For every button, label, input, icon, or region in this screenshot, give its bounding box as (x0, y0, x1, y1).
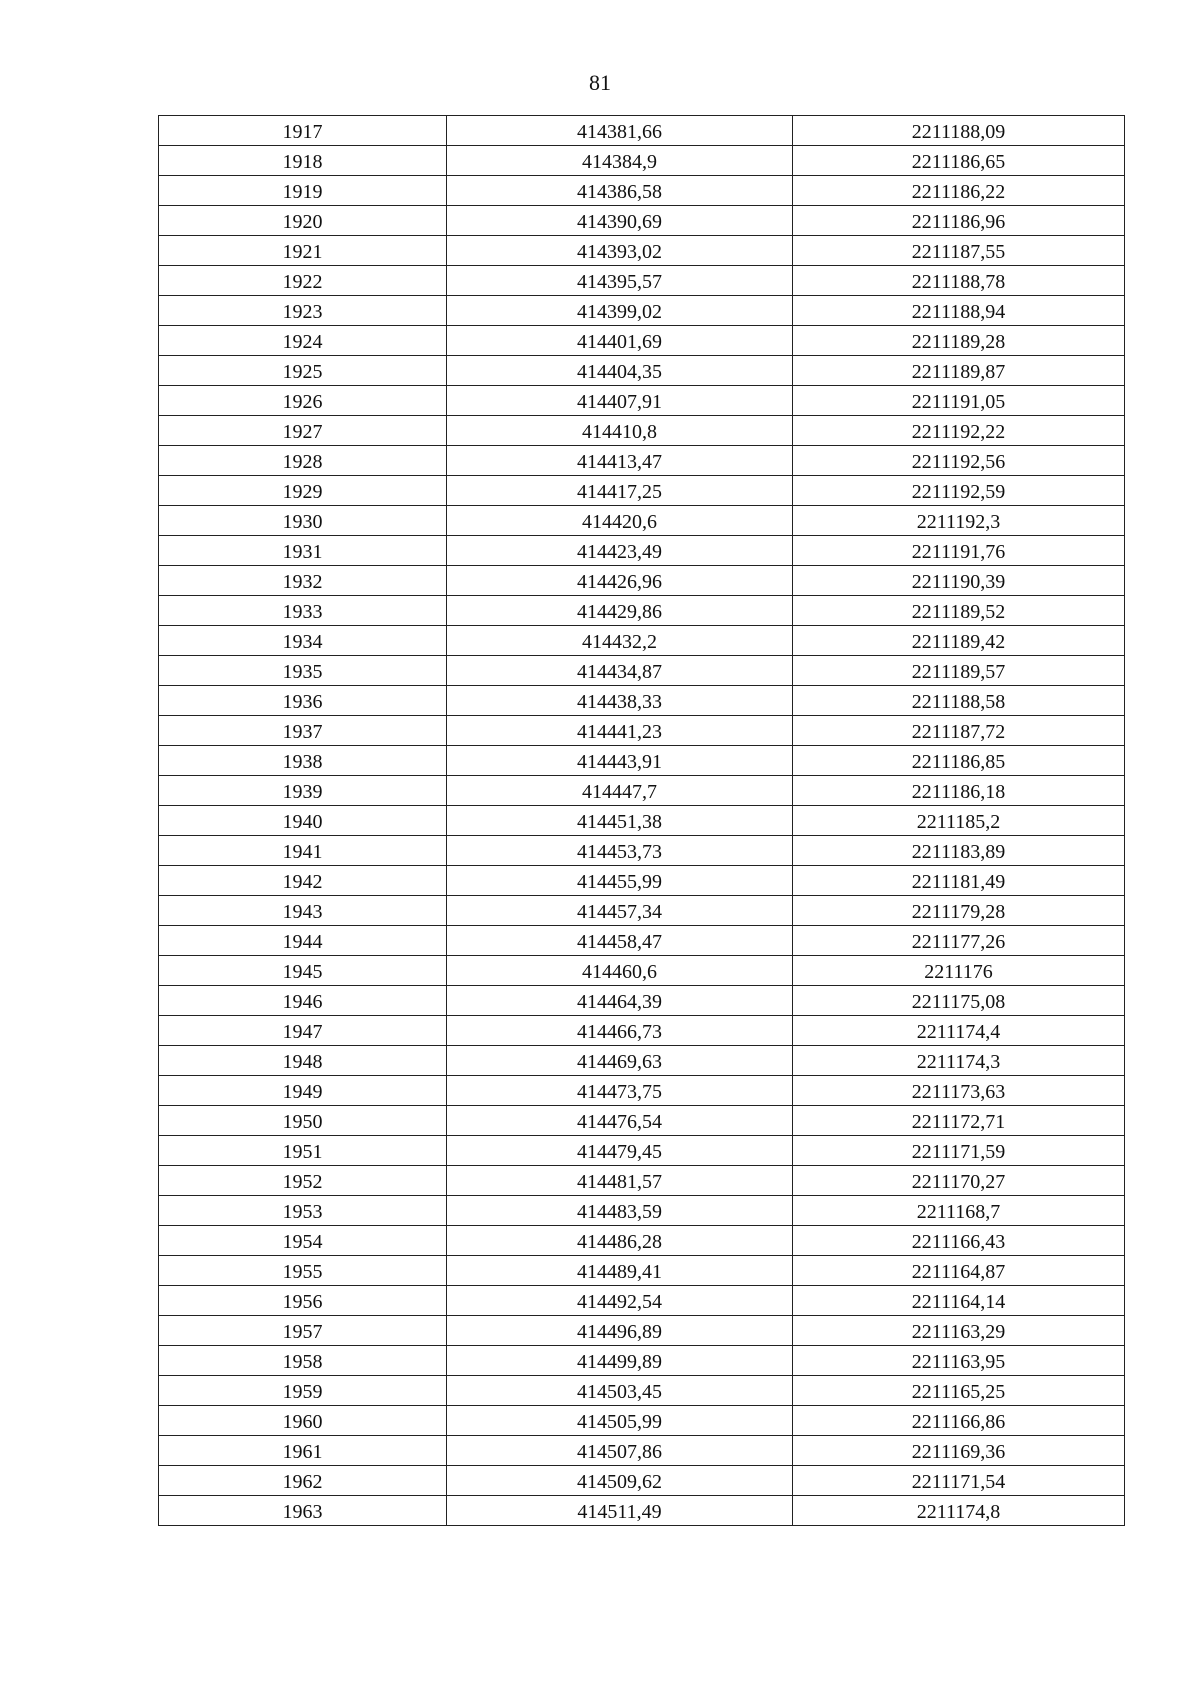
x-coordinate-cell: 414505,99 (447, 1406, 793, 1436)
point-number-cell: 1918 (159, 146, 447, 176)
y-coordinate-cell: 2211172,71 (793, 1106, 1125, 1136)
table-row (159, 566, 1125, 596)
table-row (159, 986, 1125, 1016)
y-coordinate-cell: 2211186,22 (793, 176, 1125, 206)
point-number-cell: 1961 (159, 1436, 447, 1466)
point-number-cell: 1924 (159, 326, 447, 356)
page-number: 81 (589, 70, 611, 95)
y-coordinate-cell: 2211166,43 (793, 1226, 1125, 1256)
x-coordinate-cell: 414447,7 (447, 776, 793, 806)
x-coordinate-cell: 414423,49 (447, 536, 793, 566)
table-row (159, 1016, 1125, 1046)
point-number-cell: 1933 (159, 596, 447, 626)
point-number-cell: 1930 (159, 506, 447, 536)
point-number-cell: 1952 (159, 1166, 447, 1196)
point-number-cell: 1959 (159, 1376, 447, 1406)
point-number-cell: 1955 (159, 1256, 447, 1286)
y-coordinate-cell: 2211171,54 (793, 1466, 1125, 1496)
table-row (159, 956, 1125, 986)
coordinates-table (158, 115, 1125, 1526)
y-coordinate-cell: 2211168,7 (793, 1196, 1125, 1226)
x-coordinate-cell: 414469,63 (447, 1046, 793, 1076)
point-number-cell: 1921 (159, 236, 447, 266)
y-coordinate-cell: 2211176 (793, 956, 1125, 986)
y-coordinate-cell: 2211163,95 (793, 1346, 1125, 1376)
y-coordinate-cell: 2211187,72 (793, 716, 1125, 746)
x-coordinate-cell: 414410,8 (447, 416, 793, 446)
table-row (159, 326, 1125, 356)
table-row (159, 746, 1125, 776)
y-coordinate-cell: 2211170,27 (793, 1166, 1125, 1196)
y-coordinate-cell: 2211188,78 (793, 266, 1125, 296)
x-coordinate-cell: 414483,59 (447, 1196, 793, 1226)
point-number-cell: 1947 (159, 1016, 447, 1046)
x-coordinate-cell: 414438,33 (447, 686, 793, 716)
point-number-cell: 1929 (159, 476, 447, 506)
x-coordinate-cell: 414481,57 (447, 1166, 793, 1196)
point-number-cell: 1957 (159, 1316, 447, 1346)
point-number-cell: 1926 (159, 386, 447, 416)
y-coordinate-cell: 2211186,85 (793, 746, 1125, 776)
x-coordinate-cell: 414466,73 (447, 1016, 793, 1046)
x-coordinate-cell: 414413,47 (447, 446, 793, 476)
table-row (159, 716, 1125, 746)
y-coordinate-cell: 2211188,58 (793, 686, 1125, 716)
y-coordinate-cell: 2211179,28 (793, 896, 1125, 926)
x-coordinate-cell: 414432,2 (447, 626, 793, 656)
x-coordinate-cell: 414395,57 (447, 266, 793, 296)
y-coordinate-cell: 2211191,76 (793, 536, 1125, 566)
table-row (159, 236, 1125, 266)
point-number-cell: 1960 (159, 1406, 447, 1436)
table-row (159, 446, 1125, 476)
table-row (159, 416, 1125, 446)
table-row (159, 1106, 1125, 1136)
x-coordinate-cell: 414417,25 (447, 476, 793, 506)
x-coordinate-cell: 414496,89 (447, 1316, 793, 1346)
y-coordinate-cell: 2211183,89 (793, 836, 1125, 866)
table-row (159, 686, 1125, 716)
table-row (159, 1436, 1125, 1466)
table-row (159, 476, 1125, 506)
x-coordinate-cell: 414381,66 (447, 116, 793, 146)
table-row (159, 1136, 1125, 1166)
y-coordinate-cell: 2211166,86 (793, 1406, 1125, 1436)
point-number-cell: 1932 (159, 566, 447, 596)
y-coordinate-cell: 2211171,59 (793, 1136, 1125, 1166)
point-number-cell: 1956 (159, 1286, 447, 1316)
point-number-cell: 1953 (159, 1196, 447, 1226)
point-number-cell: 1963 (159, 1496, 447, 1526)
table-row (159, 266, 1125, 296)
y-coordinate-cell: 2211177,26 (793, 926, 1125, 956)
point-number-cell: 1951 (159, 1136, 447, 1166)
x-coordinate-cell: 414399,02 (447, 296, 793, 326)
x-coordinate-cell: 414476,54 (447, 1106, 793, 1136)
point-number-cell: 1943 (159, 896, 447, 926)
table-row (159, 1196, 1125, 1226)
y-coordinate-cell: 2211192,22 (793, 416, 1125, 446)
x-coordinate-cell: 414384,9 (447, 146, 793, 176)
point-number-cell: 1954 (159, 1226, 447, 1256)
y-coordinate-cell: 2211165,25 (793, 1376, 1125, 1406)
table-row (159, 146, 1125, 176)
point-number-cell: 1948 (159, 1046, 447, 1076)
y-coordinate-cell: 2211181,49 (793, 866, 1125, 896)
table-row (159, 1376, 1125, 1406)
x-coordinate-cell: 414434,87 (447, 656, 793, 686)
x-coordinate-cell: 414455,99 (447, 866, 793, 896)
x-coordinate-cell: 414451,38 (447, 806, 793, 836)
table-row (159, 1316, 1125, 1346)
x-coordinate-cell: 414404,35 (447, 356, 793, 386)
point-number-cell: 1941 (159, 836, 447, 866)
x-coordinate-cell: 414460,6 (447, 956, 793, 986)
x-coordinate-cell: 414407,91 (447, 386, 793, 416)
y-coordinate-cell: 2211189,52 (793, 596, 1125, 626)
y-coordinate-cell: 2211191,05 (793, 386, 1125, 416)
y-coordinate-cell: 2211186,96 (793, 206, 1125, 236)
y-coordinate-cell: 2211174,4 (793, 1016, 1125, 1046)
point-number-cell: 1962 (159, 1466, 447, 1496)
table-row (159, 1346, 1125, 1376)
x-coordinate-cell: 414429,86 (447, 596, 793, 626)
table-row (159, 626, 1125, 656)
y-coordinate-cell: 2211190,39 (793, 566, 1125, 596)
y-coordinate-cell: 2211174,3 (793, 1046, 1125, 1076)
x-coordinate-cell: 414499,89 (447, 1346, 793, 1376)
point-number-cell: 1935 (159, 656, 447, 686)
table-row (159, 1226, 1125, 1256)
table-row (159, 1046, 1125, 1076)
point-number-cell: 1958 (159, 1346, 447, 1376)
coordinates-table-body (159, 116, 1125, 1526)
table-row (159, 1286, 1125, 1316)
x-coordinate-cell: 414464,39 (447, 986, 793, 1016)
table-row (159, 506, 1125, 536)
x-coordinate-cell: 414426,96 (447, 566, 793, 596)
y-coordinate-cell: 2211174,8 (793, 1496, 1125, 1526)
point-number-cell: 1934 (159, 626, 447, 656)
x-coordinate-cell: 414511,49 (447, 1496, 793, 1526)
point-number-cell: 1923 (159, 296, 447, 326)
table-row (159, 1466, 1125, 1496)
y-coordinate-cell: 2211185,2 (793, 806, 1125, 836)
table-row (159, 1406, 1125, 1436)
table-row (159, 656, 1125, 686)
table-row (159, 866, 1125, 896)
point-number-cell: 1927 (159, 416, 447, 446)
point-number-cell: 1944 (159, 926, 447, 956)
y-coordinate-cell: 2211173,63 (793, 1076, 1125, 1106)
y-coordinate-cell: 2211169,36 (793, 1436, 1125, 1466)
y-coordinate-cell: 2211186,65 (793, 146, 1125, 176)
point-number-cell: 1939 (159, 776, 447, 806)
table-row (159, 1256, 1125, 1286)
table-row (159, 776, 1125, 806)
table-row (159, 176, 1125, 206)
table-row (159, 1166, 1125, 1196)
x-coordinate-cell: 414507,86 (447, 1436, 793, 1466)
point-number-cell: 1917 (159, 116, 447, 146)
table-row (159, 896, 1125, 926)
y-coordinate-cell: 2211192,56 (793, 446, 1125, 476)
y-coordinate-cell: 2211189,42 (793, 626, 1125, 656)
point-number-cell: 1936 (159, 686, 447, 716)
x-coordinate-cell: 414386,58 (447, 176, 793, 206)
y-coordinate-cell: 2211163,29 (793, 1316, 1125, 1346)
y-coordinate-cell: 2211192,3 (793, 506, 1125, 536)
x-coordinate-cell: 414441,23 (447, 716, 793, 746)
point-number-cell: 1920 (159, 206, 447, 236)
table-row (159, 386, 1125, 416)
table-row (159, 596, 1125, 626)
table-row (159, 206, 1125, 236)
point-number-cell: 1940 (159, 806, 447, 836)
table-row (159, 296, 1125, 326)
table-row (159, 536, 1125, 566)
y-coordinate-cell: 2211187,55 (793, 236, 1125, 266)
table-row (159, 836, 1125, 866)
point-number-cell: 1950 (159, 1106, 447, 1136)
y-coordinate-cell: 2211186,18 (793, 776, 1125, 806)
x-coordinate-cell: 414390,69 (447, 206, 793, 236)
point-number-cell: 1937 (159, 716, 447, 746)
point-number-cell: 1919 (159, 176, 447, 206)
x-coordinate-cell: 414492,54 (447, 1286, 793, 1316)
point-number-cell: 1946 (159, 986, 447, 1016)
x-coordinate-cell: 414420,6 (447, 506, 793, 536)
y-coordinate-cell: 2211189,57 (793, 656, 1125, 686)
x-coordinate-cell: 414489,41 (447, 1256, 793, 1286)
x-coordinate-cell: 414509,62 (447, 1466, 793, 1496)
point-number-cell: 1942 (159, 866, 447, 896)
x-coordinate-cell: 414503,45 (447, 1376, 793, 1406)
x-coordinate-cell: 414393,02 (447, 236, 793, 266)
x-coordinate-cell: 414453,73 (447, 836, 793, 866)
y-coordinate-cell: 2211164,87 (793, 1256, 1125, 1286)
point-number-cell: 1925 (159, 356, 447, 386)
point-number-cell: 1922 (159, 266, 447, 296)
x-coordinate-cell: 414486,28 (447, 1226, 793, 1256)
y-coordinate-cell: 2211192,59 (793, 476, 1125, 506)
y-coordinate-cell: 2211189,28 (793, 326, 1125, 356)
y-coordinate-cell: 2211175,08 (793, 986, 1125, 1016)
table-row (159, 116, 1125, 146)
x-coordinate-cell: 414479,45 (447, 1136, 793, 1166)
x-coordinate-cell: 414401,69 (447, 326, 793, 356)
x-coordinate-cell: 414458,47 (447, 926, 793, 956)
table-row (159, 1076, 1125, 1106)
point-number-cell: 1945 (159, 956, 447, 986)
table-row (159, 806, 1125, 836)
point-number-cell: 1949 (159, 1076, 447, 1106)
point-number-cell: 1928 (159, 446, 447, 476)
point-number-cell: 1931 (159, 536, 447, 566)
y-coordinate-cell: 2211189,87 (793, 356, 1125, 386)
y-coordinate-cell: 2211188,09 (793, 116, 1125, 146)
y-coordinate-cell: 2211164,14 (793, 1286, 1125, 1316)
x-coordinate-cell: 414457,34 (447, 896, 793, 926)
point-number-cell: 1938 (159, 746, 447, 776)
table-row (159, 1496, 1125, 1526)
table-row (159, 356, 1125, 386)
y-coordinate-cell: 2211188,94 (793, 296, 1125, 326)
table-row (159, 926, 1125, 956)
x-coordinate-cell: 414473,75 (447, 1076, 793, 1106)
x-coordinate-cell: 414443,91 (447, 746, 793, 776)
